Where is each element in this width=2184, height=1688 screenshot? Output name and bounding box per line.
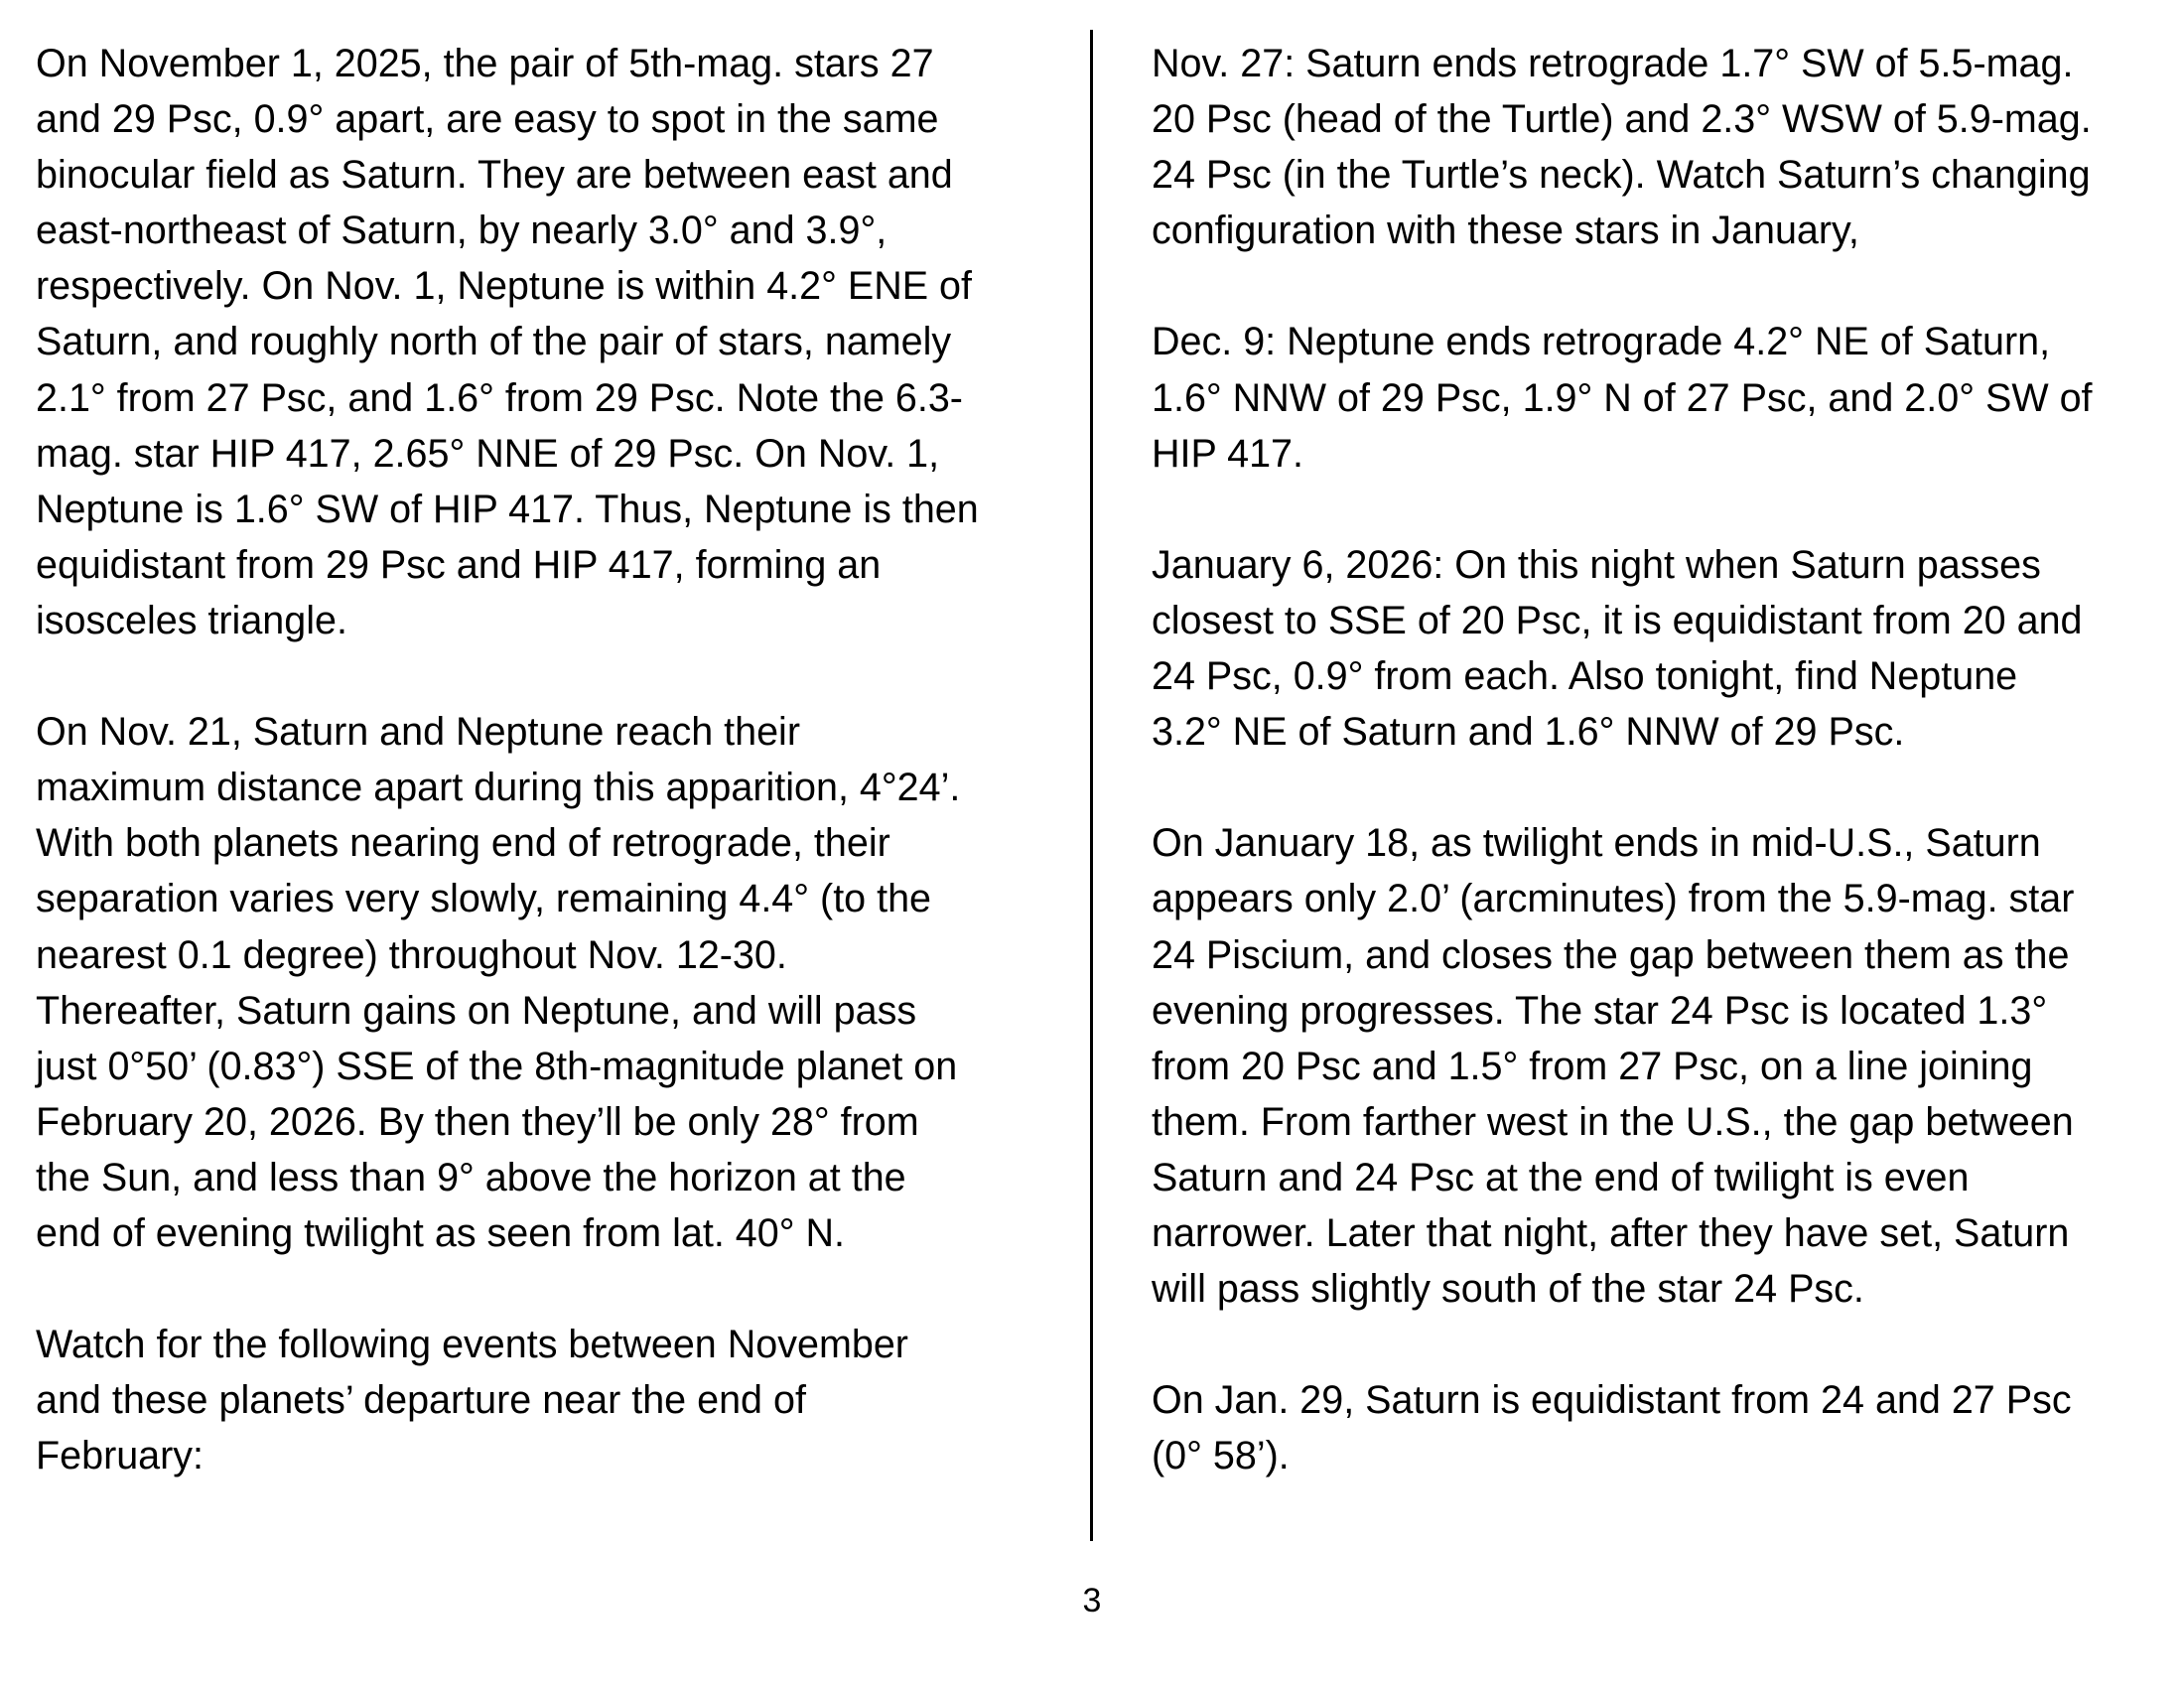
left-column — [36, 36, 1058, 1483]
column-divider — [1090, 30, 1093, 1541]
paragraph-watch-events: Watch for the following events between November and these planets’ departure near the end of February: — [36, 1323, 908, 1478]
page-number: 3 — [1082, 1582, 1102, 1619]
paragraph-nov-1: On November 1, 2025, the pair of 5th-mag. stars 27 and 29 Psc, 0.9° apart, are easy to spot in the same binocular field as Saturn. They are between east and east-northeast of Saturn, by nearly 3.0° and 3.9°, respectively. On Nov. 1, Neptune is within 4.2° ENE of Saturn, and roughly north of the pair of stars, namely 2.1° from 27 Psc, and 1.6° from 29 Psc. Note the 6.3- mag. star HIP 417, 2.65° NNE of 29 Psc. On Nov. 1, Neptune is 1.6° SW of HIP 417. Thus, Neptune is then equidistant from 29 Psc and HIP 417, forming an isosceles triangle. — [36, 42, 979, 642]
paragraph-jan-6: January 6, 2026: On this night when Saturn passes closest to SSE of 20 Psc, it is equidistant from 20 and 24 Psc, 0.9° from each. Also tonight, find Neptune 3.2° NE of Saturn and 1.6° NNW of 29 Psc. — [1152, 542, 2083, 755]
paragraph-jan-29: On Jan. 29, Saturn is equidistant from 24 and 27 Psc (0° 58’). — [1152, 1378, 2072, 1478]
paragraph-nov-21: On Nov. 21, Saturn and Neptune reach their maximum distance apart during this apparition, 4°24’. With both planets nearing end of retrograde, their separation varies very slowly, remaining 4.4° (to the nearest 0.1 degree) throughout Nov. 12-30. Thereafter, Saturn gains on Neptune, and will pass just 0°50’ (0.83°) SSE of the 8th-magnitude planet on February 20, 2026. By then they’ll be only 28° from the Sun, and less than 9° above the horizon at the end of evening twilight as seen from lat. 40° N. — [36, 710, 961, 1255]
right-column — [1152, 36, 2154, 1483]
paragraph-nov-27: Nov. 27: Saturn ends retrograde 1.7° SW of 5.5-mag. 20 Psc (head of the Turtle) and 2.3° WSW of 5.9-mag. 24 Psc (in the Turtle’s neck). Watch Saturn’s changing configuration with these stars in January, — [1152, 42, 2092, 253]
paragraph-jan-18: On January 18, as twilight ends in mid-U.S., Saturn appears only 2.0’ (arcminutes) from the 5.9-mag. star 24 Piscium, and closes the gap between them as the evening progresses. The star 24 Psc is located 1.3° from 20 Psc and 1.5° from 27 Psc, on a line joining them. From farther west in the U.S., the gap between Saturn and 24 Psc at the end of twilight is even narrower. Later that night, after they have set, Saturn will pass slightly south of the star 24 Psc. — [1152, 821, 2075, 1312]
paragraph-dec-9: Dec. 9: Neptune ends retrograde 4.2° NE of Saturn, 1.6° NNW of 29 Psc, 1.9° N of 27 Psc, and 2.0° SW of HIP 417. — [1152, 320, 2093, 476]
